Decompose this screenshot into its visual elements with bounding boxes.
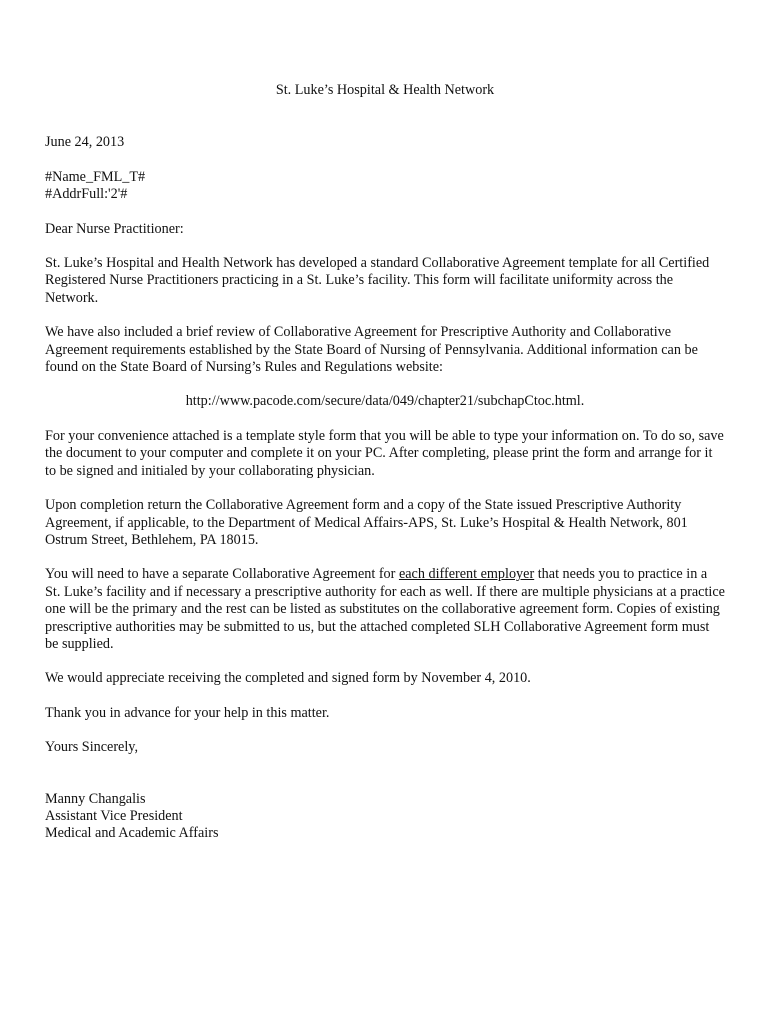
- paragraph-separate-agreements-start: You will need to have a separate Collaborative Agreement for: [45, 566, 399, 583]
- recipient-address: #AddrFull:'2'#: [45, 186, 128, 203]
- salutation: Dear Nurse Practitioner:: [45, 220, 184, 237]
- letter-body: [45, 82, 725, 843]
- recipient-name: #Name_FML_T#: [45, 168, 146, 185]
- signer-title: Assistant Vice President: [45, 807, 183, 824]
- recipient-block: [45, 169, 725, 204]
- underlined-each-different-employer: each different employer: [398, 566, 535, 583]
- paragraph-deadline: We would appreciate receiving the completed and signed form by November 4, 2010.: [45, 670, 531, 687]
- paragraph-requirements: We have also included a brief review of Collaborative Agreement for Prescriptive Authority and Collaborative Agreement requirements established by the State Board of Nursing of Pennsylvania. Additional information can be found on the State Board of Nursing’s Rules and Regulations website:: [45, 324, 698, 376]
- closing: Yours Sincerely,: [45, 739, 139, 756]
- paragraph-intro: St. Luke’s Hospital and Health Network has developed a standard Collaborative Agreement template for all Certified Registered Nurse Practitioners practicing in a St. Luke’s facility. This form will facilitate uniformity across the Network.: [45, 255, 710, 306]
- letter-date: June 24, 2013: [45, 134, 125, 151]
- paragraph-template-instructions: For your convenience attached is a template style form that you will be able to type your information on. To do so, save the document to your computer and complete it on your PC. After completing, please print the form and arrange for it to be signed and initialed by your collaborating physician.: [45, 427, 724, 479]
- paragraph-thanks: Thank you in advance for your help in this matter.: [45, 704, 330, 721]
- paragraph-separate-agreements-end: that needs you to practice in a St. Luke’s facility and if necessary a prescriptive authority for each as well. If there are multiple physicians at a practice one will be the primary and the rest can be listed as substitutes on the collaborative agreement form. Copies of existing prescriptive authorities may be submitted to us, but the attached completed SLH Collaborative Agreement form must be supplied.: [45, 566, 725, 652]
- paragraph-separate-agreements: [45, 566, 725, 653]
- rules-website-url: http://www.pacode.com/secure/data/049/chapter21/subchapCtoc.html.: [185, 393, 585, 410]
- signer-department: Medical and Academic Affairs: [45, 825, 219, 842]
- paragraph-return-instructions: Upon completion return the Collaborative Agreement form and a copy of the State issued Prescriptive Authority Agreement, if applicable, to the Department of Medical Affairs-APS, St. Luke’s Hospital & Health Network, 801 Ostrum Street, Bethlehem, PA 18015.: [45, 497, 688, 548]
- signature-block: [45, 791, 725, 843]
- letterhead-title: St. Luke’s Hospital & Health Network: [275, 82, 495, 98]
- signer-name: Manny Changalis: [45, 790, 146, 807]
